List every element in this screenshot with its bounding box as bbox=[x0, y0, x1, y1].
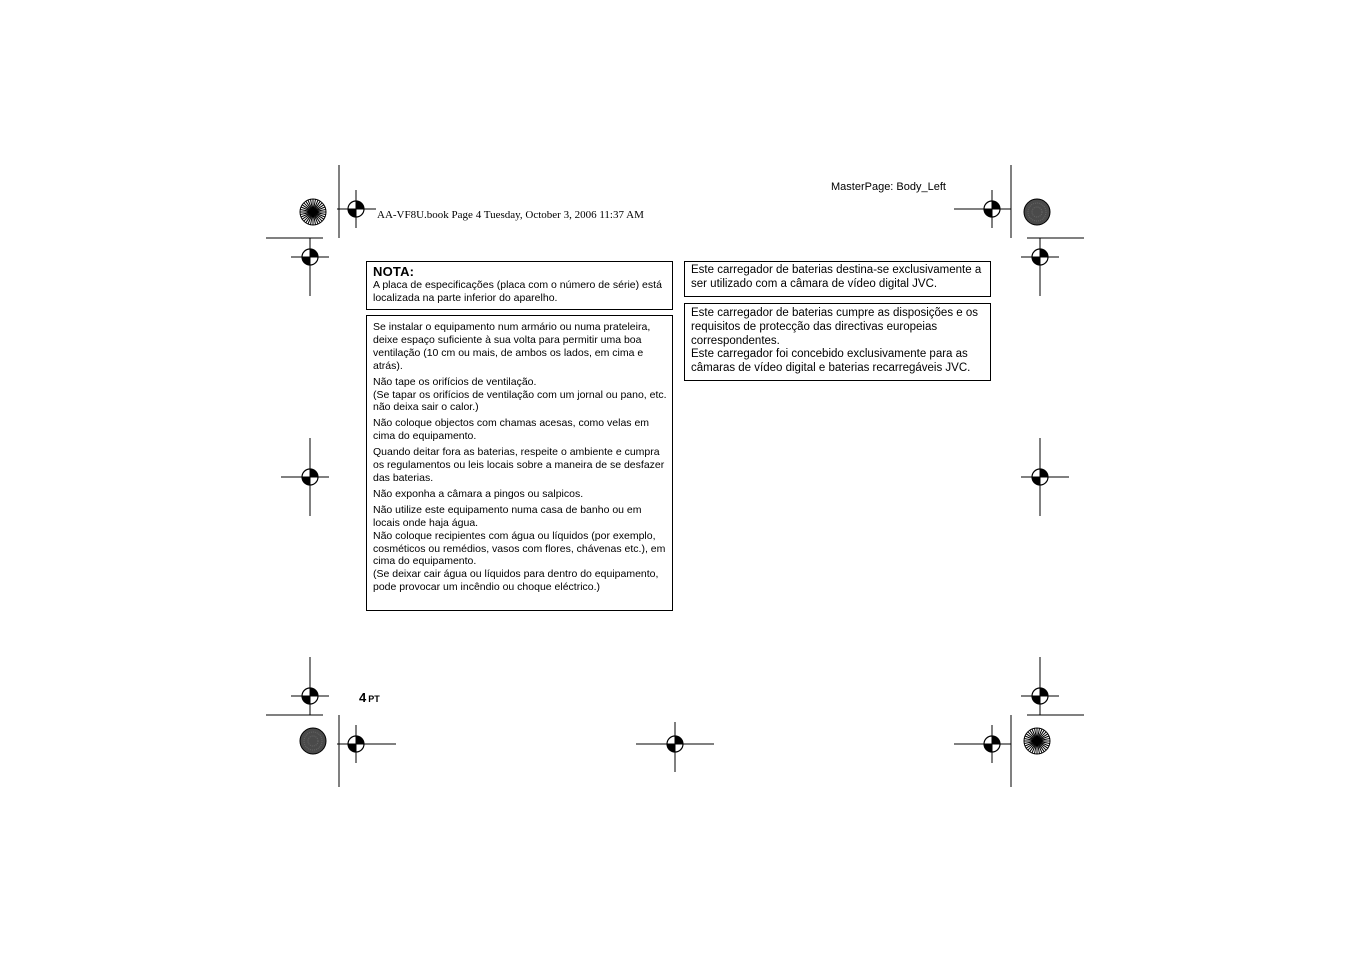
safety-paragraph: Quando deitar fora as baterias, respeite o ambiente e cumpra os regulamentos ou leis locais sobre a maneira de se desfazer das baterias. bbox=[373, 446, 665, 484]
safety-instructions-box bbox=[366, 315, 673, 611]
book-slug-line: AA-VF8U.book Page 4 Tuesday, October 3, 2006 11:37 AM bbox=[377, 209, 644, 221]
masterpage-label: MasterPage: Body_Left bbox=[831, 181, 946, 193]
safety-paragraph: Não tape os orifícios de ventilação. (Se tapar os orifícios de ventilação com um jornal ou pano, etc. não deixa sair o calor.) bbox=[373, 375, 667, 414]
safety-paragraph: Se instalar o equipamento num armário ou numa prateleira, deixe espaço suficiente à sua volta para permitir uma boa ventilação (10 cm ou mais, de ambos os lados, em cima e atrás). bbox=[373, 321, 651, 372]
nota-box bbox=[366, 261, 673, 310]
charger-usage-text: Este carregador de baterias destina-se exclusivamente a ser utilizado com a câmara de vídeo digital JVC. bbox=[691, 264, 982, 290]
page-number bbox=[359, 690, 380, 705]
nota-text: A placa de especificações (placa com o número de série) está localizada na parte inferior do aparelho. bbox=[373, 279, 662, 304]
charger-compliance-text: Este carregador de baterias cumpre as disposições e os requisitos de protecção das directivas europeias correspondentes. Este carregador foi concebido exclusivamente para as câmaras de vídeo digital e baterias recarregáveis JVC. bbox=[691, 307, 979, 375]
page-language-code: PT bbox=[368, 694, 380, 704]
nota-title: NOTA: bbox=[373, 264, 415, 279]
page-number-value: 4 bbox=[359, 690, 367, 705]
safety-paragraph: Não utilize este equipamento numa casa de banho ou em locais onde haja água. Não coloque recipientes com água ou líquidos (por exemplo, cosméticos ou remédios, vasos com flores, chávenas etc.), em cima do equipamento. (Se deixar cair água ou líquidos para dentro do equipamento, pode provocar um incêndio ou choque eléctrico.) bbox=[373, 503, 666, 594]
charger-usage-box bbox=[684, 261, 991, 297]
safety-paragraph: Não exponha a câmara a pingos ou salpicos. bbox=[373, 487, 584, 500]
charger-compliance-box bbox=[684, 303, 991, 381]
safety-paragraph: Não coloque objectos com chamas acesas, como velas em cima do equipamento. bbox=[373, 417, 650, 443]
